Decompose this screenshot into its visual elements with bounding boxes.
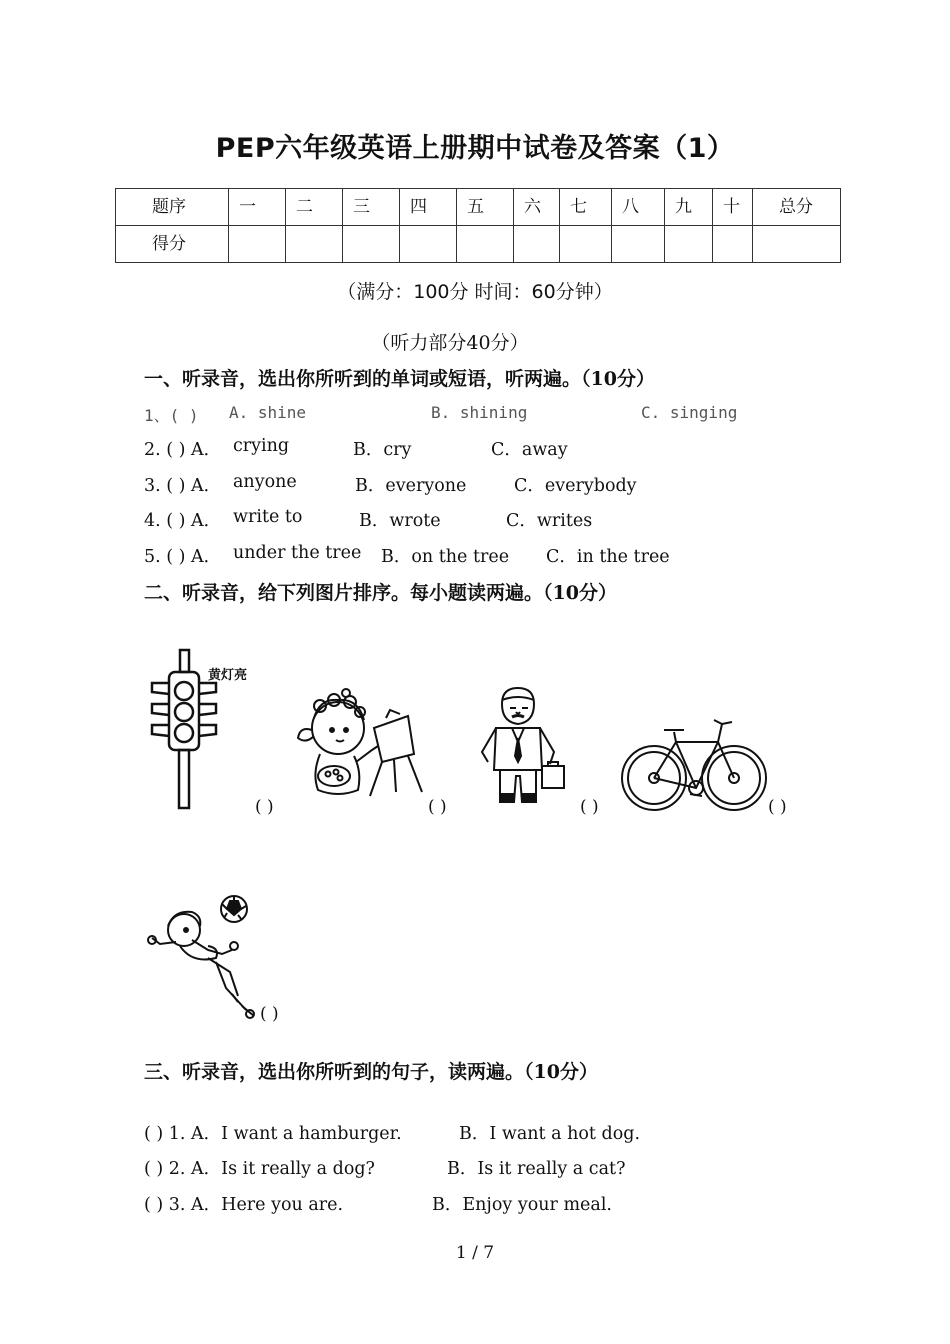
option-b: B．cry xyxy=(353,440,412,460)
businessman-image xyxy=(476,686,571,808)
score-row-label: 得分 xyxy=(116,226,229,263)
option-a: A. shine xyxy=(229,403,307,422)
score-cell: 题序 xyxy=(116,189,229,226)
option-c: C. singing xyxy=(641,403,738,422)
score-input-cell[interactable] xyxy=(400,226,457,263)
listening-part-label: （听力部分40分） xyxy=(371,332,529,354)
option-b: B．on the tree xyxy=(381,547,510,567)
score-input-cell[interactable] xyxy=(514,226,560,263)
score-cell: 总分 xyxy=(753,189,841,226)
score-cell: 四 xyxy=(400,189,457,226)
option-a: anyone xyxy=(233,472,297,492)
option-b: B．Enjoy your meal. xyxy=(432,1195,612,1215)
score-input-cell[interactable] xyxy=(457,226,514,263)
question-text: ( ) 2. A．Is it really a dog? xyxy=(144,1159,375,1179)
answer-blank[interactable]: ( ) xyxy=(428,797,447,817)
answer-blank[interactable]: ( ) xyxy=(255,797,274,817)
option-c: C．in the tree xyxy=(546,547,670,567)
option-c: C．writes xyxy=(506,511,593,531)
section2-heading: 二、听录音，给下列图片排序。每小题读两遍。（10分） xyxy=(144,582,617,604)
score-cell: 二 xyxy=(286,189,343,226)
score-cell: 七 xyxy=(560,189,612,226)
exam-info: （满分：100分 时间：60分钟） xyxy=(337,281,613,303)
score-table-score-row xyxy=(116,226,841,263)
section1-heading: 一、听录音，选出你所听到的单词或短语，听两遍。（10分） xyxy=(144,368,655,390)
option-b: B．everyone xyxy=(355,476,467,496)
traffic-light-caption: 黄灯亮 xyxy=(208,668,248,683)
option-c: C．everybody xyxy=(514,476,637,496)
score-cell: 一 xyxy=(229,189,286,226)
score-cell: 十 xyxy=(713,189,753,226)
score-input-cell[interactable] xyxy=(343,226,400,263)
score-cell: 六 xyxy=(514,189,560,226)
answer-blank[interactable]: ( ) xyxy=(768,797,787,817)
score-input-cell[interactable] xyxy=(753,226,841,263)
question-number: 5. ( ) A． xyxy=(144,547,222,567)
option-b: B. shining xyxy=(431,403,528,422)
score-cell: 五 xyxy=(457,189,514,226)
question-number: 2. ( ) A． xyxy=(144,440,222,460)
girl-painting-image xyxy=(290,688,430,803)
option-c: C．away xyxy=(491,440,568,460)
option-a: write to xyxy=(233,507,303,527)
question-number: 4. ( ) A． xyxy=(144,511,222,531)
question-number: 3. ( ) A． xyxy=(144,476,222,496)
question-text: ( ) 3. A．Here you are. xyxy=(144,1195,344,1215)
score-input-cell[interactable] xyxy=(713,226,753,263)
answer-blank[interactable]: ( ) xyxy=(260,1004,279,1024)
bicycle-image xyxy=(618,716,770,812)
score-cell: 三 xyxy=(343,189,400,226)
score-cell: 九 xyxy=(665,189,713,226)
question-number: 1、( ) xyxy=(144,406,199,425)
score-input-cell[interactable] xyxy=(229,226,286,263)
question-text: ( ) 1. A．I want a hamburger. xyxy=(144,1124,402,1144)
score-input-cell[interactable] xyxy=(560,226,612,263)
page-title: PEP六年级英语上册期中试卷及答案（1） xyxy=(215,133,735,164)
section3-heading: 三、听录音，选出你所听到的句子，读两遍。（10分） xyxy=(144,1061,598,1083)
option-a: crying xyxy=(233,436,290,456)
score-cell: 八 xyxy=(612,189,665,226)
boy-football-image xyxy=(146,892,256,1020)
score-input-cell[interactable] xyxy=(665,226,713,263)
option-b: B．I want a hot dog. xyxy=(459,1124,641,1144)
score-input-cell[interactable] xyxy=(286,226,343,263)
option-b: B．wrote xyxy=(359,511,441,531)
score-table xyxy=(115,188,841,263)
score-input-cell[interactable] xyxy=(612,226,665,263)
option-b: B．Is it really a cat? xyxy=(447,1159,626,1179)
page-number: 1 / 7 xyxy=(455,1243,495,1263)
score-table-header-row xyxy=(116,189,841,226)
option-a: under the tree xyxy=(233,543,362,563)
answer-blank[interactable]: ( ) xyxy=(580,797,599,817)
